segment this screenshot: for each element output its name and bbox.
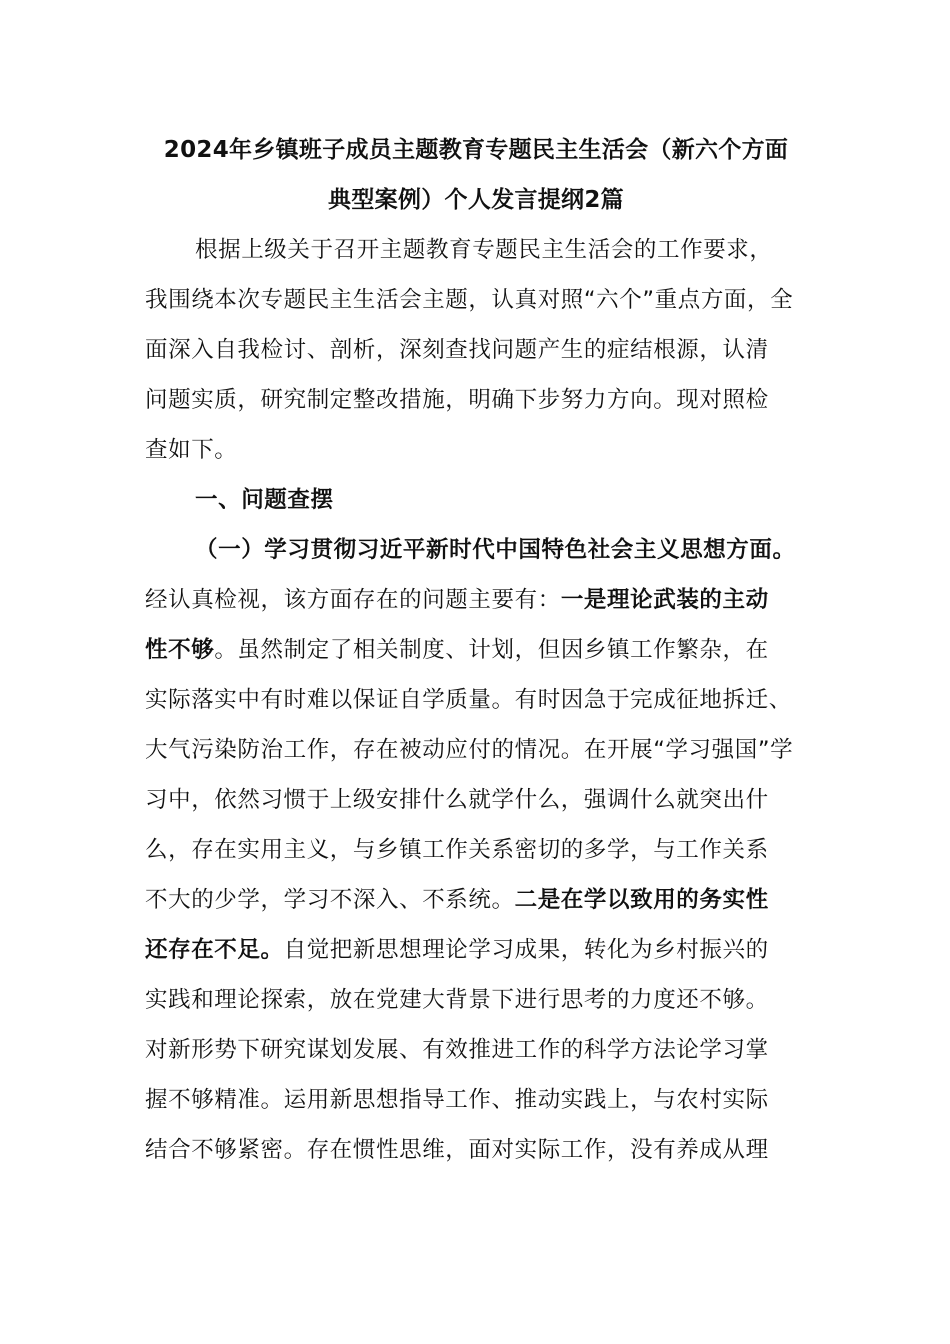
subsection-heading: （一）学习贯彻习近平新时代中国特色社会主义思想方面。 [195,537,796,563]
body-line-7 [145,885,769,915]
section-heading: 一、问题查摆 [195,487,334,513]
body-line-1 [145,585,769,615]
intro-line-1: 根据上级关于召开主题教育专题民主生活会的工作要求， [195,237,773,263]
body-emphasis: 性不够 [145,637,215,663]
body-text: 自觉把新思想理论学习成果，转化为乡村振兴的 [283,937,769,963]
body-line-9: 实践和理论探索，放在党建大背景下进行思考的力度还不够。 [145,987,769,1013]
body-text: 经认真检视，该方面存在的问题主要有： [145,587,561,613]
body-line-6: 么，存在实用主义，与乡镇工作关系密切的多学，与工作关系 [145,837,769,863]
body-line-8 [145,935,769,965]
body-line-12: 结合不够紧密。存在惯性思维，面对实际工作，没有养成从理 [145,1137,769,1163]
body-line-4: 大气污染防治工作，存在被动应付的情况。在开展“学习强国”学 [145,737,794,763]
body-text: 不大的少学，学习不深入、不系统。 [145,887,515,913]
body-text: 。虽然制定了相关制度、计划，但因乡镇工作繁杂，在 [214,637,769,663]
body-line-2 [145,635,769,665]
body-line-10: 对新形势下研究谋划发展、有效推进工作的科学方法论学习掌 [145,1037,769,1063]
body-emphasis: 二是在学以致用的务实性 [514,887,769,913]
intro-line-3: 面深入自我检讨、剖析，深刻查找问题产生的症结根源，认清 [145,337,769,363]
body-line-3: 实际落实中有时难以保证自学质量。有时因急于完成征地拆迁、 [145,687,792,713]
body-line-5: 习中，依然习惯于上级安排什么就学什么，强调什么就突出什 [145,787,769,813]
intro-line-5: 查如下。 [145,437,238,463]
body-line-11: 握不够精准。运用新思想指导工作、推动实践上，与农村实际 [145,1087,769,1113]
body-emphasis: 还存在不足。 [145,937,284,963]
intro-line-2: 我围绕本次专题民主生活会主题，认真对照“六个”重点方面，全 [145,287,794,313]
intro-line-4: 问题实质，研究制定整改措施，明确下步努力方向。现对照检 [145,387,769,413]
document-title-line-1: 2024年乡镇班子成员主题教育专题民主生活会（新六个方面 [163,137,789,163]
document-title-line-2: 典型案例）个人发言提纲2篇 [328,187,624,213]
body-emphasis: 一是理论武装的主动 [560,587,769,613]
